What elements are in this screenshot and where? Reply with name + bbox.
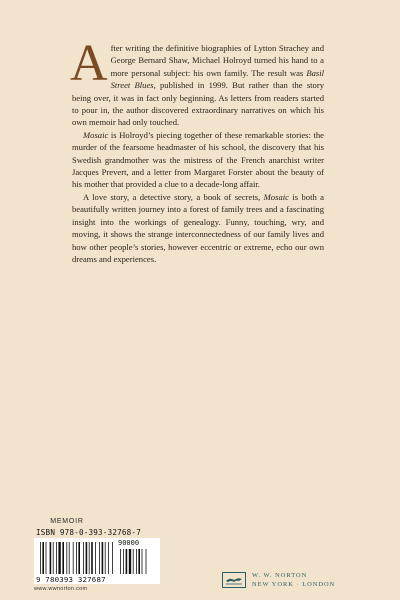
drop-cap: A <box>70 35 108 92</box>
isbn-number: ISBN 978-0-393-32768-7 <box>36 528 141 537</box>
blurb-paragraph-2 <box>72 129 324 191</box>
blurb-text: is Holroyd’s piecing together of these remarkable stories: the murder of the fearsome headmaster of his school, the discovery that his Swedish grandmother was the mistress of the French anarchist writer Jacques Prevert, and a letter from Margaret Forster about the beauty of his mother that provided a clue to a decade-long affair. <box>72 129 324 190</box>
blurb-text: fter writing the definitive biographies of Lytton Strachey and George Bernard Shaw, Michael Holroyd turned his hand to a more personal subject: his own family. The result was <box>110 43 324 78</box>
website-link[interactable]: www.wwnorton.com <box>34 586 88 592</box>
publisher-name: W. W. NORTON <box>252 572 308 579</box>
back-cover-blurb <box>70 35 325 265</box>
barcode-digits: 9 780393 327687 <box>36 575 106 584</box>
blurb-text: , published in 1999. But rather than the story being over, it was in fact only beginning. As letters from readers started to pour in, the author discovered extraordinary narratives on which his own memoir had only touched. <box>72 80 325 128</box>
book-title-mosaic: Mosaic <box>83 129 109 140</box>
category-label: MEMOIR <box>50 518 84 525</box>
seagull-icon <box>224 574 244 586</box>
book-title-basil-street-blues: Basil Street Blues <box>110 67 324 91</box>
publisher-cities: NEW YORK · LONDON <box>252 581 336 588</box>
blurb-text: A love story, a detective story, a book of secrets, <box>83 191 264 202</box>
blurb-text: is both a beautifully written journey into a forest of family trees and a fascinating insight into the workings of genealogy. Funny, touching, wry, and moving, it shows the strange interconnectedness of our family lives and how other people’s stories, however eccentric or extreme, echo our own dreams and experiences. <box>72 191 324 264</box>
blurb-paragraph-3 <box>72 191 324 265</box>
blurb-paragraph-1 <box>70 35 325 129</box>
norton-logo <box>222 572 246 588</box>
book-title-mosaic: Mosaic <box>263 191 289 202</box>
price-code: 90000 <box>118 539 140 547</box>
